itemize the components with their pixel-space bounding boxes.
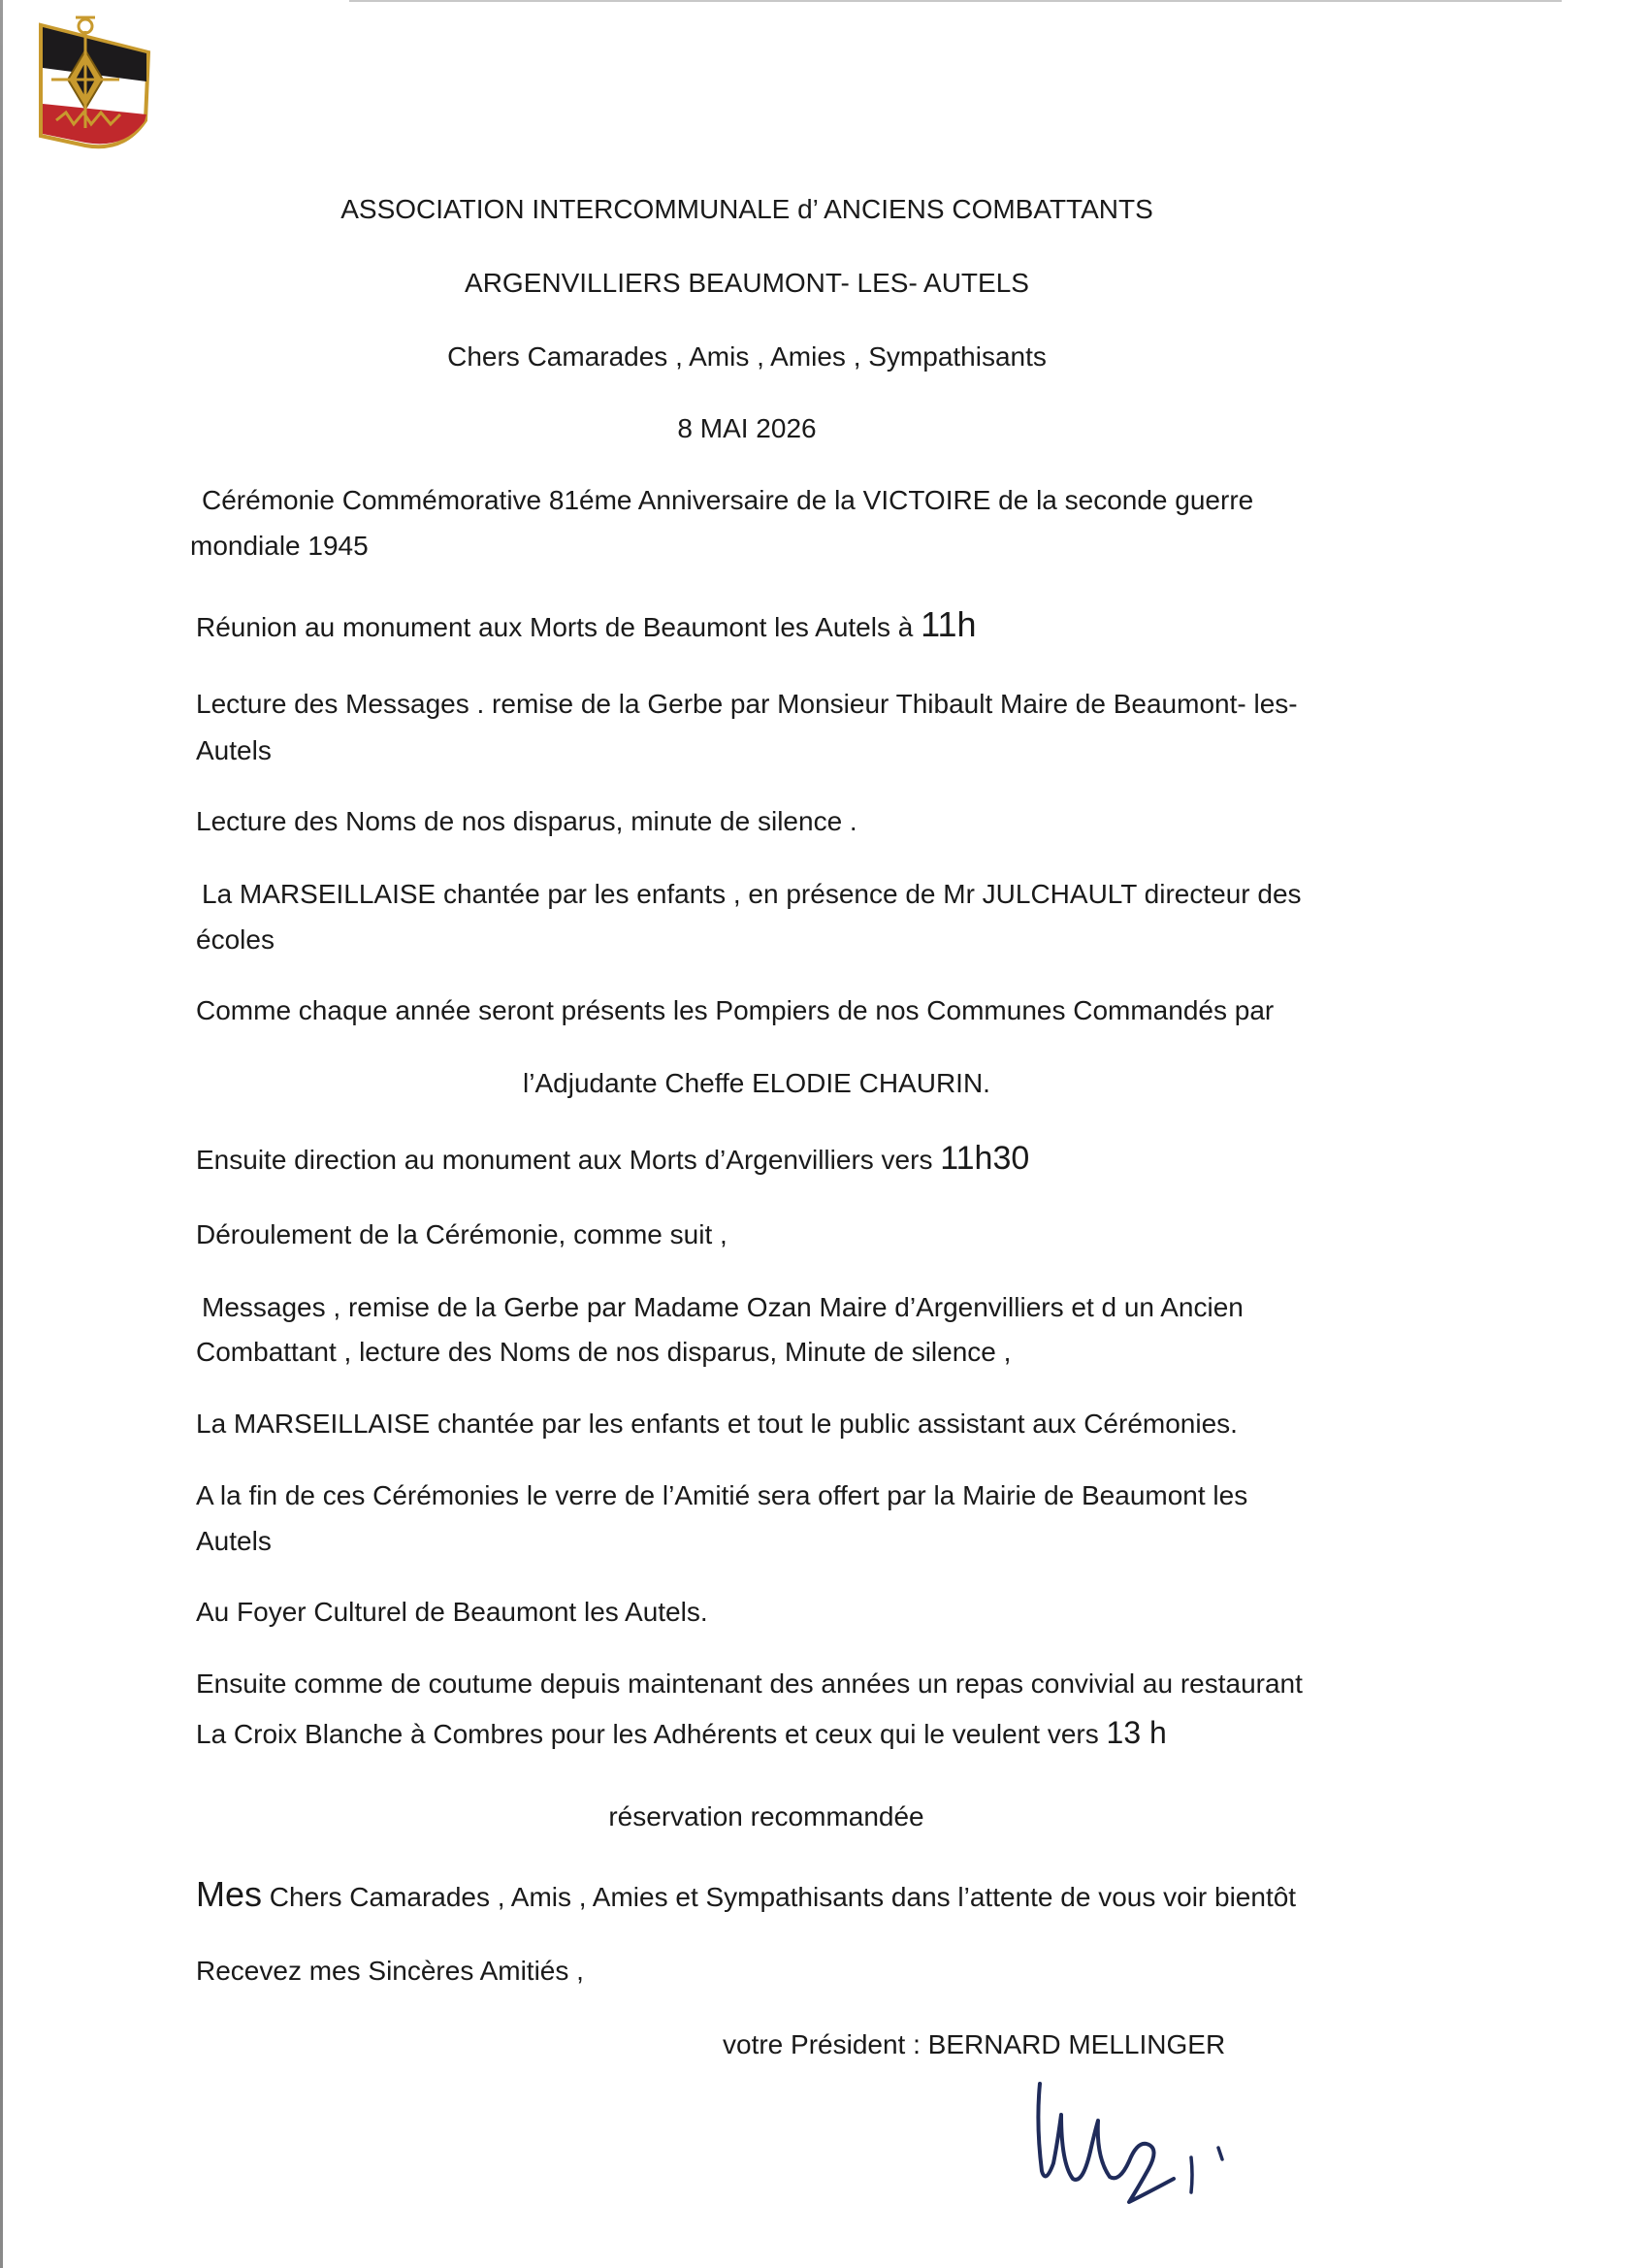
names-reading: Lecture des Noms de nos disparus, minute de silence .	[196, 806, 857, 836]
closing-mes: Mes	[196, 1874, 263, 1914]
cultural-center: Au Foyer Culturel de Beaumont les Autels.	[196, 1597, 708, 1627]
marseillaise-line1: La MARSEILLAISE chantée par les enfants , en présence de Mr JULCHAULT directeur des	[202, 879, 1302, 909]
marseillaise-public: La MARSEILLAISE chantée par les enfants et tout le public assistant aux Cérémonies.	[196, 1409, 1238, 1439]
ceremony-order: Déroulement de la Cérémonie, comme suit ,	[196, 1219, 728, 1249]
handwritten-signature	[1028, 2057, 1261, 2212]
meeting-text: Réunion au monument aux Morts de Beaumont les Autels à	[196, 612, 914, 642]
argenvilliers-messages-line1: Messages , remise de la Gerbe par Madame Ozan Maire d’Argenvilliers et d un Ancien	[202, 1292, 1244, 1322]
association-communes: ARGENVILLIERS BEAUMONT- LES- AUTELS	[465, 268, 1029, 298]
meeting-paragraph	[196, 605, 977, 647]
messages-line1: Lecture des Messages . remise de la Gerbe par Monsieur Thibault Maire de Beaumont- les-	[196, 689, 1298, 719]
meal-text: La Croix Blanche à Combres pour les Adhérents et ceux qui le veulent vers	[196, 1719, 1099, 1749]
ceremony-title-line2: mondiale 1945	[190, 531, 369, 561]
association-title: ASSOCIATION INTERCOMMUNALE d’ ANCIENS COMBATTANTS	[340, 194, 1153, 224]
firefighters-line1: Comme chaque année seront présents les Pompiers de nos Communes Commandés par	[196, 995, 1275, 1025]
messages-line2: Autels	[196, 735, 272, 765]
argenvilliers-paragraph	[196, 1139, 1029, 1180]
argenvilliers-time: 11h30	[940, 1140, 1030, 1177]
argenvilliers-messages-line2: Combattant , lecture des Noms de nos disparus, Minute de silence ,	[196, 1337, 1012, 1367]
ceremony-title-line1: Cérémonie Commémorative 81éme Anniversaire de la VICTOIRE de la seconde guerre	[202, 485, 1254, 515]
argenvilliers-text: Ensuite direction au monument aux Morts d’Argenvilliers vers	[196, 1145, 933, 1175]
event-date: 8 MAI 2026	[677, 413, 817, 443]
friendship-line1: A la fin de ces Cérémonies le verre de l’Amitié sera offert par la Mairie de Beaumont les	[196, 1480, 1248, 1510]
scan-edge-top	[349, 0, 1562, 2]
reservation-note: réservation recommandée	[608, 1801, 924, 1831]
greeting: Chers Camarades , Amis , Amies , Sympathisants	[447, 341, 1047, 372]
friendship-line2: Autels	[196, 1526, 272, 1556]
meal-line2	[196, 1713, 1167, 1754]
closing-line1	[196, 1875, 1296, 1917]
meal-line1: Ensuite comme de coutume depuis maintenant des années un repas convivial au restaurant	[196, 1669, 1303, 1699]
marseillaise-line2: écoles	[196, 924, 275, 955]
president-signature-line: votre Président : BERNARD MELLINGER	[723, 2029, 1226, 2059]
closing-rest: Chers Camarades , Amis , Amies et Sympathisants dans l’attente de vous voir bientôt	[262, 1882, 1297, 1912]
meal-time: 13 h	[1106, 1715, 1167, 1750]
association-emblem-icon	[27, 12, 158, 157]
meeting-time: 11h	[921, 604, 977, 644]
firefighters-line2: l’Adjudante Cheffe ELODIE CHAURIN.	[523, 1068, 990, 1098]
closing-line2: Recevez mes Sincères Amitiés ,	[196, 1956, 584, 1986]
